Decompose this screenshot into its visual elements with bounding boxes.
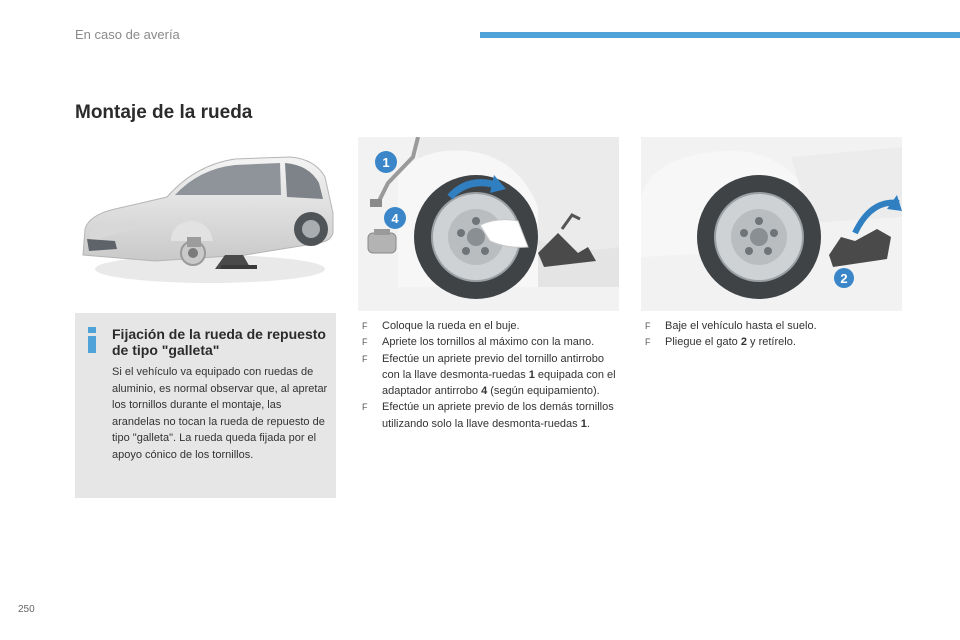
info-icon: [84, 327, 100, 351]
callout-2-label: 2: [840, 271, 848, 286]
page-title: Montaje de la rueda: [75, 102, 253, 123]
list-item: F Efectúe un apriete previo del tornillo antirrobo con la llave desmonta-ruedas 1 equipada con el adaptador antirrobo 4 (según equipamiento).: [362, 352, 616, 398]
car-on-jack-illustration: [75, 137, 336, 297]
list-item: F Apriete los tornillos al máximo con la mano.: [362, 334, 617, 350]
bullet-mark: F: [645, 337, 651, 348]
list-item: F Efectúe un apriete previo de los demás tornillos utilizando solo la llave desmonta-ruedas 1.: [362, 401, 614, 430]
mounting-steps-list: [362, 318, 617, 432]
page-number: 250: [18, 604, 35, 615]
chapter-title: En caso de avería: [75, 27, 180, 42]
info-box: [75, 313, 336, 498]
callout-1-label: 1: [382, 155, 390, 170]
bullet-mark: F: [362, 353, 368, 364]
lowering-jack-illustration: [641, 137, 902, 311]
bullet-mark: F: [362, 321, 368, 331]
wheel-mounting-illustration: [358, 137, 619, 311]
list-item: F Coloque la rueda en el buje.: [362, 318, 617, 334]
info-box-text: Si el vehículo va equipado con ruedas de aluminio, es normal observar que, al apretar los tornillos durante el montaje, las arandelas no tocan la rueda de repuesto de tipo "galleta". La rueda queda fijada por el apoyo cónico de los tornillos.: [112, 366, 328, 461]
callout-4-label: 4: [391, 211, 399, 226]
bullet-mark: F: [362, 402, 368, 413]
chapter-accent-bar: [480, 32, 960, 38]
info-box-title: Fijación de la rueda de repuesto de tipo "galleta": [112, 326, 326, 358]
bullet-mark: F: [645, 321, 651, 331]
lowering-steps-list: [645, 318, 895, 351]
list-item: F Baje el vehículo hasta el suelo.: [645, 318, 895, 334]
list-item: F Pliegue el gato 2 y retírelo.: [645, 334, 895, 350]
bullet-mark: F: [362, 337, 368, 348]
